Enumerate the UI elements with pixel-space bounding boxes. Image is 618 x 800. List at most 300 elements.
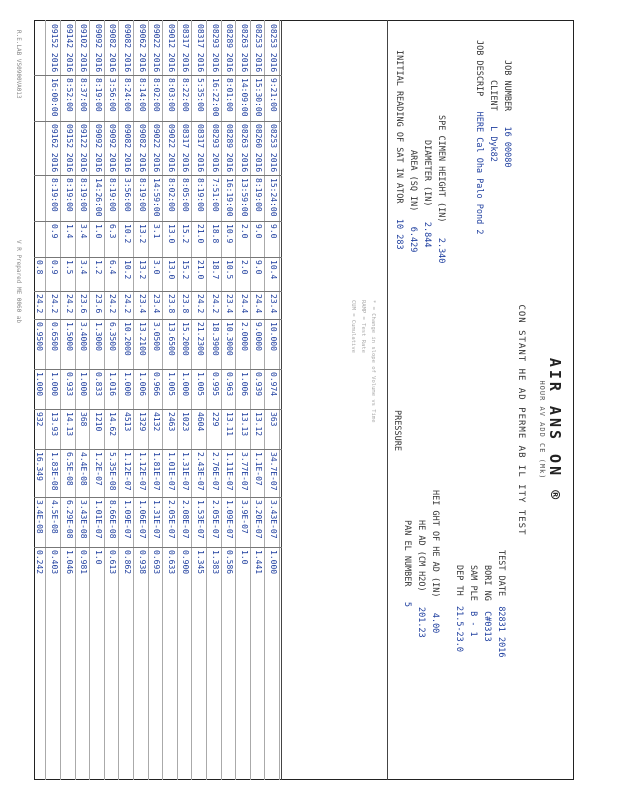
- table-cell: 10.2000: [123, 322, 132, 356]
- sample-value: B - 1: [468, 611, 478, 637]
- client-value: L Dyk82: [488, 126, 498, 162]
- table-cell: 1.53E-07: [196, 500, 205, 539]
- table-cell: 09022 2016: [166, 124, 176, 173]
- footer-prepared: V R Prepared ME 0060 ab: [15, 240, 22, 324]
- panel-label: PAN EL NUMBER: [402, 520, 412, 587]
- table-cell: 0.981: [79, 550, 89, 575]
- table-cell: 0.974: [269, 372, 278, 397]
- table-cell: 363: [269, 412, 278, 427]
- report-title: [538, 280, 564, 580]
- table-row-line: [60, 20, 61, 780]
- table-cell: 10.5: [225, 260, 235, 280]
- table-cell: 09152 2016: [64, 124, 74, 173]
- table-cell: 08317 2016: [181, 124, 191, 173]
- table-cell: 8:19:00: [64, 178, 74, 212]
- table-cell: 229: [210, 412, 220, 427]
- depth-value: 21.5-23.0: [454, 605, 464, 653]
- table-cell: 1.31E-07: [152, 500, 162, 539]
- sample-label: SAM PLE: [468, 565, 478, 601]
- table-column-divider: [34, 497, 282, 498]
- depth-label: DEP TH: [454, 565, 464, 596]
- table-column-divider: [34, 319, 282, 320]
- table-cell: 09092 2016: [93, 24, 103, 73]
- table-cell: 0.963: [225, 372, 235, 397]
- table-cell: 16:22:00: [210, 78, 220, 117]
- test-date-label: TEST DATE: [496, 550, 506, 597]
- table-cell: 9.0: [254, 260, 264, 275]
- table-cell: 0.693: [152, 550, 162, 575]
- table-cell: 5:35:00: [196, 78, 205, 112]
- table-column-divider: [34, 221, 282, 222]
- table-cell: 9.0: [269, 224, 278, 239]
- table-cell: 24.4: [239, 294, 249, 314]
- table-cell: 15:24:00: [269, 178, 278, 217]
- specimen-height-value: 2.340: [436, 237, 446, 264]
- table-cell: 1.81E-07: [152, 452, 162, 491]
- area-line: [408, 150, 418, 252]
- table-cell: 10.000: [269, 322, 278, 351]
- specimen-height-line: [436, 115, 446, 263]
- table-cell: 09082 2016: [108, 24, 118, 73]
- table-cell: 1.01E-07: [166, 452, 176, 491]
- table-cell: 6.3: [108, 224, 118, 239]
- test-date-value: 82831 2016: [496, 606, 506, 658]
- table-cell: 23.4: [152, 294, 162, 314]
- table-cell: 23.8: [166, 294, 176, 314]
- panel-value: 5: [402, 601, 412, 608]
- table-column-divider: [34, 449, 282, 450]
- table-cell: 13.6500: [166, 322, 176, 356]
- table-cell: 23.8: [181, 294, 191, 314]
- note-3: CUM = Cumulative: [350, 300, 356, 353]
- table-cell: 1.0: [239, 550, 249, 565]
- table-cell: 09162 2016: [50, 124, 59, 173]
- table-cell: 8:37:00: [79, 78, 89, 112]
- table-cell: 18.8: [210, 224, 220, 244]
- table-cell: 6.4: [108, 260, 118, 275]
- table-cell: 2.08E-07: [181, 500, 191, 539]
- initial-reading-line: [394, 50, 404, 250]
- table-cell: 3.1: [152, 224, 162, 239]
- table-cell: 14:59:00: [152, 178, 162, 217]
- table-cell: 15:30:00: [254, 78, 264, 117]
- table-row-line: [148, 20, 149, 780]
- table-cell: 2.05E-07: [210, 500, 220, 539]
- table-cell: 16.349: [35, 452, 45, 481]
- report-title-text: AIR ANS ON ®: [546, 357, 564, 503]
- diameter-label: DIAMETER (IN): [422, 140, 432, 207]
- job-desc-value: HERE Cal Oha Palo Pond 2: [474, 111, 484, 235]
- table-cell: 2.0: [239, 224, 249, 239]
- table-cell: 0.586: [225, 550, 235, 575]
- table-row-line: [162, 20, 163, 780]
- table-cell: 08253 2016: [269, 124, 278, 173]
- table-column-divider: [34, 547, 282, 548]
- table-row-line: [89, 20, 90, 780]
- table-cell: 3:56:00: [123, 178, 132, 212]
- note-1: * = Change in slope of Volume vs Time: [370, 300, 376, 423]
- table-cell: 08317 2016: [196, 124, 205, 173]
- table-cell: 1.006: [137, 372, 147, 397]
- panel-line: [402, 520, 412, 607]
- table-column-divider: [34, 291, 282, 292]
- table-cell: 1.12E-07: [137, 452, 147, 491]
- table-cell: 09092 2016: [93, 124, 103, 173]
- table-cell: 08317 2016: [196, 24, 205, 73]
- table-cell: 8:19:00: [50, 178, 59, 212]
- table-cell: 24.2: [196, 294, 205, 314]
- table-cell: 6.3500: [108, 322, 118, 351]
- table-cell: 1.006: [239, 372, 249, 397]
- table-cell: 24.2: [50, 294, 59, 314]
- table-cell: 09082 2016: [123, 124, 132, 173]
- table-cell: 1.000: [269, 550, 278, 575]
- table-cell: 0.939: [254, 372, 264, 397]
- table-cell: 24.2: [35, 294, 45, 314]
- table-cell: 14:09:00: [239, 78, 249, 117]
- table-row-line: [206, 20, 207, 780]
- data-table: [34, 20, 282, 780]
- boring-line: [482, 565, 492, 642]
- table-cell: 24.2: [123, 294, 132, 314]
- table-cell: 15.2: [181, 260, 191, 280]
- table-cell: 1329: [137, 412, 147, 432]
- table-cell: 932: [35, 412, 45, 427]
- table-cell: 1.06E-07: [137, 500, 147, 539]
- table-cell: 2.43E-07: [196, 452, 205, 491]
- table-row-line: [279, 20, 280, 780]
- table-cell: 1.5: [64, 260, 74, 275]
- table-cell: 09082 2016: [137, 124, 147, 173]
- table-cell: 08253 2016: [254, 24, 264, 73]
- table-cell: 1.000: [79, 372, 89, 397]
- table-cell: 3.0: [152, 260, 162, 275]
- table-cell: 14:26:00: [93, 178, 103, 217]
- table-cell: 6.5E-08: [64, 452, 74, 486]
- table-cell: 1.383: [210, 550, 220, 575]
- table-cell: 1.005: [166, 372, 176, 397]
- table-cell: 7:51:00: [210, 178, 220, 212]
- test-name: CON STANT HE AD PERME AB IL ITY TEST: [516, 304, 526, 536]
- table-cell: 3.43E-08: [79, 500, 89, 539]
- table-cell: 09122 2016: [79, 124, 89, 173]
- area-value: 6.429: [408, 226, 418, 253]
- table-cell: 24.2: [108, 294, 118, 314]
- table-column-divider: [34, 75, 282, 76]
- table-cell: 1.000: [50, 372, 59, 397]
- job-desc-line: [474, 40, 484, 234]
- boring-label: BORI NG: [482, 565, 492, 601]
- table-cell: 1.441: [254, 550, 264, 575]
- table-cell: 0.966: [152, 372, 162, 397]
- table-cell: 1.5000: [64, 322, 74, 351]
- table-cell: 8:24:00: [123, 78, 132, 112]
- table-cell: 23.4: [269, 294, 278, 314]
- note-2: RAMP = Test Rate: [360, 300, 366, 353]
- table-column-divider: [34, 175, 282, 176]
- table-cell: 1023: [181, 412, 191, 432]
- table-cell: 1.2E-07: [93, 452, 103, 486]
- table-cell: 3.43E-07: [269, 500, 278, 539]
- table-cell: 1.0: [93, 550, 103, 565]
- table-cell: 13.11: [225, 412, 235, 437]
- table-cell: 2.76E-07: [210, 452, 220, 491]
- table-cell: 3.20E-07: [254, 500, 264, 539]
- table-cell: 23.4: [225, 294, 235, 314]
- table-cell: 2.0: [239, 260, 249, 275]
- table-cell: 1.016: [108, 372, 118, 397]
- table-cell: 1.0: [93, 224, 103, 239]
- job-number-line: [502, 60, 512, 168]
- table-row-line: [133, 20, 134, 780]
- table-cell: 18.7: [210, 260, 220, 280]
- table-cell: 16:19:00: [225, 178, 235, 217]
- table-cell: 13.2100: [137, 322, 147, 356]
- client-line: [488, 80, 498, 162]
- table-cell: 09062 2016: [137, 24, 147, 73]
- table-cell: 1.01E-07: [93, 500, 103, 539]
- table-cell: 09012 2016: [166, 24, 176, 73]
- table-cell: 1.09E-07: [123, 500, 132, 539]
- table-cell: 3.4000: [79, 322, 89, 351]
- table-cell: 08317 2016: [181, 24, 191, 73]
- table-cell: 1.2: [93, 260, 103, 275]
- table-column-divider: [34, 369, 282, 370]
- table-cell: 10.2: [123, 224, 132, 244]
- table-cell: 0.242: [35, 550, 45, 575]
- table-cell: 368: [79, 412, 89, 427]
- table-cell: 1.000: [181, 372, 191, 397]
- table-cell: 6.29E-08: [64, 500, 74, 539]
- initial-reading-value: 10 283: [394, 218, 404, 250]
- table-cell: 0.6500: [50, 322, 59, 351]
- head-cm-line: [416, 520, 426, 638]
- diameter-line: [422, 140, 432, 247]
- table-row-line: [221, 20, 222, 780]
- table-cell: 09022 2016: [152, 124, 162, 173]
- table-cell: 8:19:00: [254, 178, 264, 212]
- table-cell: 0.403: [50, 550, 59, 575]
- table-cell: 09092 2016: [108, 124, 118, 173]
- table-cell: 9.0000: [254, 322, 264, 351]
- table-cell: 4.4E-08: [79, 452, 89, 486]
- table-cell: 5.35E-08: [108, 452, 118, 491]
- table-cell: 13:59:00: [239, 178, 249, 217]
- table-cell: 0.995: [210, 372, 220, 397]
- table-column-divider: [34, 121, 282, 122]
- table-cell: 10.2: [123, 260, 132, 280]
- table-cell: 10.9: [225, 224, 235, 244]
- table-cell: 23.4: [137, 294, 147, 314]
- table-cell: 10.4: [269, 260, 278, 280]
- client-label: CLIENT: [488, 80, 498, 111]
- table-row-line: [45, 20, 46, 780]
- table-cell: 09152 2016: [50, 24, 59, 73]
- table-cell: 23.6: [79, 294, 89, 314]
- table-cell: 1.005: [196, 372, 205, 397]
- table-cell: 18.3900: [210, 322, 220, 356]
- head-height-value: 4.00: [430, 612, 440, 634]
- test-date-line: [496, 550, 506, 658]
- table-cell: 0.933: [64, 372, 74, 397]
- table-cell: 8:19:00: [196, 178, 205, 212]
- table-cell: 8.66E-08: [108, 500, 118, 539]
- table-cell: 2.05E-07: [166, 500, 176, 539]
- boring-value: C#0313: [482, 611, 492, 642]
- table-cell: 8:03:00: [166, 78, 176, 112]
- table-cell: 8:19:00: [79, 178, 89, 212]
- table-cell: 8:14:00: [137, 78, 147, 112]
- table-cell: 21.0: [196, 224, 205, 244]
- initial-reading-label: INITIAL READING OF SAT IN ATOR: [394, 50, 404, 204]
- table-cell: 3.77E-07: [239, 452, 249, 491]
- footer-lab-id: R.E.LAB VS0900VA013: [15, 30, 22, 99]
- specimen-height-label: SPE CIMEN HEIGHT (IN): [436, 115, 446, 223]
- table-column-divider: [34, 409, 282, 410]
- job-number-label: JOB NUMBER: [502, 60, 512, 112]
- table-cell: 24.4: [254, 294, 264, 314]
- table-cell: 13.0: [166, 224, 176, 244]
- table-cell: 10.3000: [225, 322, 235, 356]
- table-row-line: [75, 20, 76, 780]
- rotated-test-sheet: [15, 20, 574, 780]
- table-cell: 1.000: [35, 372, 45, 397]
- table-cell: 1.11E-07: [225, 452, 235, 491]
- table-cell: 4513: [123, 412, 132, 432]
- table-cell: 21.2300: [196, 322, 205, 356]
- table-row-line: [264, 20, 265, 780]
- table-row-line: [177, 20, 178, 780]
- table-cell: 9:21:00: [269, 78, 278, 112]
- table-cell: 09082 2016: [123, 24, 132, 73]
- table-cell: 2463: [166, 412, 176, 432]
- head-height-label: HEI GHT OF HE AD (IN): [430, 490, 440, 598]
- table-cell: 8:19:00: [108, 178, 118, 212]
- table-cell: 13.2: [137, 260, 147, 280]
- table-cell: 8:02:00: [152, 78, 162, 112]
- table-cell: 8:02:00: [166, 178, 176, 212]
- table-row-line: [104, 20, 105, 780]
- table-cell: 14.62: [108, 412, 118, 437]
- table-cell: 0.8: [35, 260, 45, 275]
- report-title-sub: HOUR AV ADD CE (Mk): [538, 380, 546, 480]
- table-cell: 08289 2016: [225, 24, 235, 73]
- table-cell: 8:01:00: [225, 78, 235, 112]
- table-cell: 0.938: [137, 550, 147, 575]
- table-cell: 3.9E-07: [239, 500, 249, 534]
- table-row-line: [191, 20, 192, 780]
- table-cell: 3.4E-08: [35, 500, 45, 534]
- diameter-value: 2.844: [422, 221, 432, 248]
- table-cell: 0.9: [50, 224, 59, 239]
- table-cell: 08253 2016: [269, 24, 278, 73]
- table-cell: 4604: [196, 412, 205, 432]
- table-cell: 1.09E-07: [225, 500, 235, 539]
- table-cell: 8:19:00: [93, 78, 103, 112]
- table-cell: 4132: [152, 412, 162, 432]
- table-cell: 14.13: [64, 412, 74, 437]
- table-cell: 09022 2016: [152, 24, 162, 73]
- table-row-line: [118, 20, 119, 780]
- head-cm-label: HE AD (CM H2O): [416, 520, 426, 592]
- table-row-line: [235, 20, 236, 780]
- table-cell: 13.93: [50, 412, 59, 437]
- table-cell: 8:22:00: [181, 78, 191, 112]
- table-cell: 08293 2016: [210, 124, 220, 173]
- table-cell: 09142 2016: [64, 24, 74, 73]
- depth-line: [454, 565, 464, 652]
- table-cell: 24.2: [64, 294, 74, 314]
- table-cell: 1.1E-07: [254, 452, 264, 486]
- table-cell: 08260 2016: [254, 124, 264, 173]
- table-cell: 1.31E-07: [181, 452, 191, 491]
- table-cell: 34.7E-07: [269, 452, 278, 491]
- table-cell: 13.0: [166, 260, 176, 280]
- table-cell: 4.5E-08: [50, 500, 59, 534]
- table-cell: 0.862: [123, 550, 132, 575]
- pressure-label: PRESSURE: [392, 410, 402, 451]
- table-cell: 1.046: [64, 550, 74, 575]
- table-cell: 1.000: [123, 372, 132, 397]
- table-cell: 1.3000: [93, 322, 103, 351]
- table-cell: 1210: [93, 412, 103, 432]
- table-column-divider: [34, 257, 282, 258]
- job-number-value: 16 00080: [502, 126, 512, 168]
- table-cell: 08293 2016: [210, 24, 220, 73]
- table-cell: 0.613: [108, 550, 118, 575]
- table-cell: 8:05:00: [181, 178, 191, 212]
- sample-line: [468, 565, 478, 637]
- table-cell: 23.6: [93, 294, 103, 314]
- job-desc-label: JOB DESCRIP: [474, 40, 484, 97]
- table-cell: 21.0: [196, 260, 205, 280]
- table-cell: 3.4: [79, 260, 89, 275]
- head-height-line: [430, 490, 440, 633]
- table-cell: 1.12E-07: [123, 452, 132, 491]
- table-cell: 16:00:00: [50, 78, 59, 117]
- table-cell: 1.345: [196, 550, 205, 575]
- table-cell: 0.900: [181, 550, 191, 575]
- table-cell: 2.0000: [239, 322, 249, 351]
- table-row-line: [250, 20, 251, 780]
- table-cell: 08263 2016: [239, 24, 249, 73]
- table-cell: 24.2: [210, 294, 220, 314]
- header-divider: [387, 20, 388, 780]
- table-cell: 8:52:00: [64, 78, 74, 112]
- head-cm-value: 201.23: [416, 607, 426, 638]
- table-cell: 3.4: [79, 224, 89, 239]
- table-cell: 13.13: [239, 412, 249, 437]
- table-cell: 13.2: [137, 224, 147, 244]
- table-cell: 15.2000: [181, 322, 191, 356]
- table-cell: 9.0: [254, 224, 264, 239]
- table-cell: 08289 2016: [225, 124, 235, 173]
- table-cell: 0.833: [93, 372, 103, 397]
- table-cell: 1.83E-08: [50, 452, 59, 491]
- table-cell: 09102 2016: [79, 24, 89, 73]
- table-cell: 3.0500: [152, 322, 162, 351]
- table-cell: 0.633: [166, 550, 176, 575]
- table-cell: 1.4: [64, 224, 74, 239]
- table-cell: 15.2: [181, 224, 191, 244]
- table-cell: 0.9500: [35, 322, 45, 351]
- table-cell: 13.12: [254, 412, 264, 437]
- table-cell: 3:56:00: [108, 78, 118, 112]
- table-cell: 8:19:00: [137, 178, 147, 212]
- area-label: AREA (SQ IN): [408, 150, 418, 212]
- table-cell: 08263 2016: [239, 124, 249, 173]
- table-cell: 0.9: [50, 260, 59, 275]
